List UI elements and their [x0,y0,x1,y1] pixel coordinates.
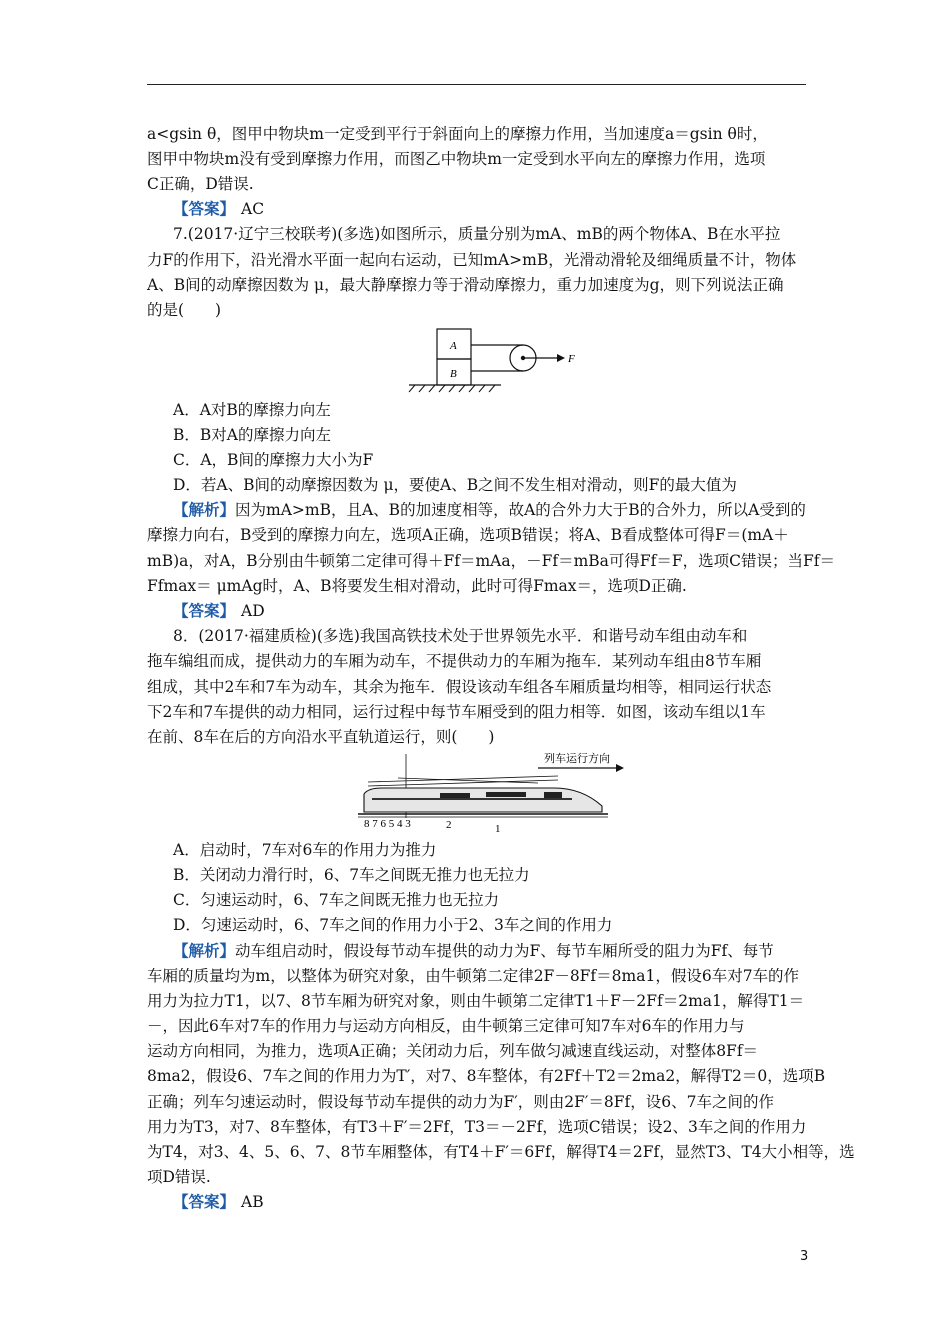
text-line: 车厢的质量均为m，以整体为研究对象，由牛顿第二定律2F－8Ff＝8ma1，假设6车对7车的作 [147,967,800,985]
label-f: F [568,353,575,365]
text-line: 项D错误. [147,1168,211,1186]
text-line: 在前、8车在后的方向沿水平直轨道运行，则( ) [147,728,495,746]
analysis-line [173,500,809,520]
car-1-label: 1 [495,823,501,835]
text-line: 的是( ) [147,301,222,319]
text-line: C正确，D错误. [147,175,254,193]
text-line: 力F的作用下，沿光滑水平面一起向右运动，已知mA>mB，光滑动滑轮及细绳质量不计，物体 [147,251,797,269]
analysis-text: 因为mA>mB，且A、B的加速度相等，故A的合外力大于B的合外力，所以A受到的 [235,501,806,519]
option-a: A．启动时，7车对6车的作用力为推力 [173,841,437,859]
text-line: 拖车编组而成，提供动力的车厢为动车，不提供动力的车厢为拖车．某列动车组由8节车厢 [147,652,762,670]
direction-label: 列车运行方向 [544,752,610,765]
option-b: B．关闭动力滑行时，6、7车之间既无推力也无拉力 [173,866,530,884]
question-8-stem: 8．(2017·福建质检)(多选)我国高铁技术处于世界领先水平．和谐号动车组由动车和 [173,627,748,645]
question-7-stem: 7.(2017·辽宁三校联考)(多选)如图所示，质量分别为mA、mB的两个物体A、B在水平拉 [173,225,781,243]
text-line: －，因此6车对7车的作用力与运动方向相反，由牛顿第三定律可知7车对6车的作用力与 [147,1017,745,1035]
answer-line [173,601,809,621]
car-number-labels: 8 7 6 5 4 3 [364,818,411,830]
analysis-tag: 【解析】 [173,500,236,519]
text-line: 正确；列车匀速运动时，假设每节动车提供的动力为F′，则由2F′＝8Ff，设6、7车之间的作 [147,1093,774,1111]
analysis-tag: 【解析】 [173,941,236,960]
answer-tag: 【答案】 [173,199,236,218]
label-b: B [450,368,457,380]
text-line: A、B间的动摩擦因数为 μ，最大静摩擦力等于滑动摩擦力，重力加速度为g，则下列说法正确 [147,276,784,294]
text-line: mB)a，对A，B分别由牛顿第二定律可得＋Ff＝mAa，－Ff＝mBa可得Ff＝F，选项C错误；当Ff＝ [147,552,836,570]
train-window [440,793,470,798]
text-line: 图甲中物块m没有受到摩擦力作用，而图乙中物块m一定受到水平向左的摩擦力作用，选项 [147,150,766,168]
train-figure [358,750,628,838]
ground-hatch [409,385,495,392]
header-rule [147,84,806,85]
text-line: 用力为T3，对7、8车整体，有T3＋F′＝2Ff，T3＝－2Ff，选项C错误；设2、3车之间的作用力 [147,1118,807,1136]
pulley-figure [405,325,585,397]
arrow-head [616,764,624,772]
page-number: 3 [800,1249,809,1264]
answer-line [173,1192,809,1212]
text-line: 用力为拉力T1，以7、8节车厢为研究对象，则由牛顿第二定律T1＋F－2Ff＝2ma1，解得T1＝ [147,992,805,1010]
answer-tag: 【答案】 [173,1192,236,1211]
text-line: 为T4，对3、4、5、6、7、8节车厢整体，有T4＋F′＝6Ff，解得T4＝2Ff，显然T3、T4大小相等，选 [147,1143,855,1161]
analysis-line [173,941,809,961]
arrow-head [557,354,565,362]
train-window [544,792,562,798]
text-line: 运动方向相同，为推力，选项A正确；关闭动力后，列车做匀减速直线运动，对整体8Ff＝ [147,1042,759,1060]
train-stripe [372,798,572,800]
text-line: a<gsin θ，图甲中物块m一定受到平行于斜面向上的摩擦力作用，当加速度a＝gsin θ时， [147,125,768,143]
option-c: C．匀速运动时，6、7车之间既无推力也无拉力 [173,891,500,909]
train-window [486,792,526,797]
option-a: A．A对B的摩擦力向左 [173,401,331,419]
text-line: Ffmax＝ μmAg时，A、B将要发生相对滑动，此时可得Fmax＝，选项D正确. [147,577,687,595]
answer-value: AB [241,1193,264,1211]
car-2-label: 2 [446,819,452,831]
text-line: 摩擦力向右，B受到的摩擦力向左，选项A正确，选项B错误；将A、B看成整体可得F＝(mA＋ [147,526,789,544]
option-d: D．若A、B间的动摩擦因数为 μ，要使A、B之间不发生相对滑动，则F的最大值为 [173,476,737,494]
option-b: B．B对A的摩擦力向左 [173,426,331,444]
label-a: A [450,340,457,352]
option-c: C．A，B间的摩擦力大小为F [173,451,374,469]
text-line: 8ma2，假设6、7车之间的作用力为T′，对7、8车整体，有2Ff＋T2＝2ma2，解得T2＝0，选项B [147,1067,826,1085]
text-line: 下2车和7车提供的动力相同，运行过程中每节车厢受到的阻力相等．如图，该动车组以1车 [147,703,766,721]
answer-value: AD [241,602,265,620]
answer-value: AC [241,200,265,218]
pulley-axle [521,356,525,360]
analysis-text: 动车组启动时，假设每节动车提供的动力为F、每节车厢所受的阻力为Ff、每节 [235,942,774,960]
text-line: 组成，其中2车和7车为动车，其余为拖车．假设该动车组各车厢质量均相等，相同运行状态 [147,678,772,696]
option-d: D．匀速运动时，6、7车之间的作用力小于2、3车之间的作用力 [173,916,613,934]
answer-tag: 【答案】 [173,601,236,620]
answer-line [173,199,809,219]
